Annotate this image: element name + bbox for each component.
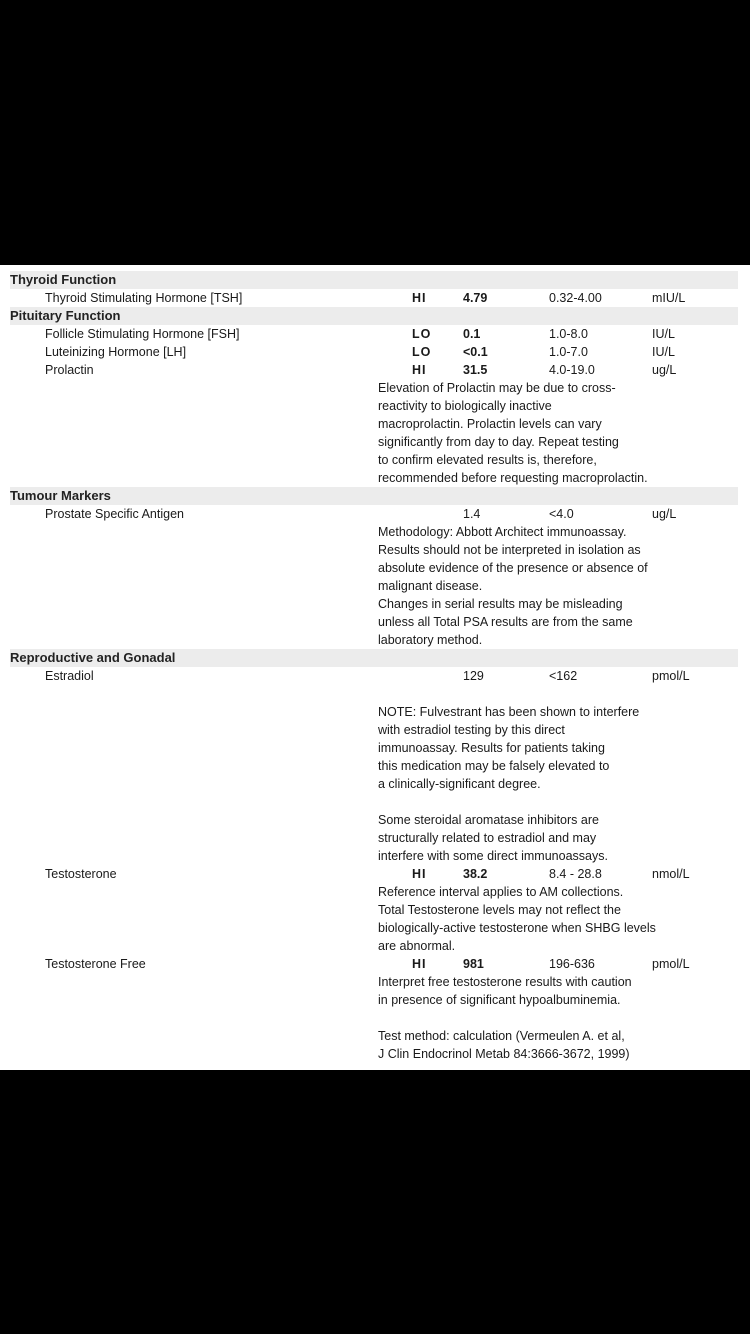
- note-free-testosterone-method: Test method: calculation (Vermeulen A. et al, J Clin Endocrinol Metab 84:3666-3672, 1999): [378, 1029, 630, 1061]
- unit: ug/L: [652, 363, 677, 377]
- test-value: 38.2: [463, 867, 488, 881]
- unit: ug/L: [652, 507, 677, 521]
- reference-range: 0.32-4.00: [549, 291, 602, 305]
- section-title: Reproductive and Gonadal: [10, 650, 176, 665]
- flag-high: HI: [412, 363, 427, 377]
- test-name: Prostate Specific Antigen: [45, 507, 184, 521]
- reference-range: 8.4 - 28.8: [549, 867, 602, 881]
- note-psa: Methodology: Abbott Architect immunoassay. Results should not be interpreted in isolation as absolute evidence of the presence or absence of malignant disease. Changes in serial results may be misleading unless all Total PSA results are from the same laboratory method.: [378, 525, 648, 647]
- flag-high: HI: [412, 867, 427, 881]
- section-pituitary-function: [10, 307, 738, 325]
- test-value: 129: [463, 669, 484, 683]
- flag-low: LO: [412, 345, 432, 359]
- note-prolactin: Elevation of Prolactin may be due to cross- reactivity to biologically inactive macroprolactin. Prolactin levels can vary significantly from day to day. Repeat testing to confirm elevated results is, therefore, recommended before requesting macroprolactin.: [378, 381, 648, 485]
- note-testosterone: Reference interval applies to AM collections. Total Testosterone levels may not reflect the biologically-active testosterone when SHBG levels are abnormal.: [378, 885, 656, 953]
- note-estradiol-aromatase: Some steroidal aromatase inhibitors are structurally related to estradiol and may interfere with some direct immunoassays.: [378, 813, 608, 863]
- reference-range: 196-636: [549, 957, 595, 971]
- reference-range: 1.0-8.0: [549, 327, 588, 341]
- note-free-testosterone-caution: Interpret free testosterone results with caution in presence of significant hypoalbuminemia.: [378, 975, 632, 1007]
- test-name: Estradiol: [45, 669, 94, 683]
- flag-high: HI: [412, 291, 427, 305]
- test-value: 4.79: [463, 291, 488, 305]
- flag-high: HI: [412, 957, 427, 971]
- result-row-tsh: [0, 289, 750, 307]
- test-value: <0.1: [463, 345, 488, 359]
- test-name: Testosterone: [45, 867, 117, 881]
- note-estradiol-fulvestrant: NOTE: Fulvestrant has been shown to interfere with estradiol testing by this direct immunoassay. Results for patients taking this medication may be falsely elevated to a clinically-significant degree.: [378, 705, 640, 791]
- test-name: Follicle Stimulating Hormone [FSH]: [45, 327, 240, 341]
- result-row-testosterone: [0, 865, 750, 883]
- unit: mIU/L: [652, 291, 686, 305]
- section-reproductive-gonadal: [10, 649, 738, 667]
- section-title: Tumour Markers: [10, 488, 111, 503]
- result-row-fsh: [0, 325, 750, 343]
- test-value: 0.1: [463, 327, 481, 341]
- reference-range: <162: [549, 669, 578, 683]
- test-value: 31.5: [463, 363, 488, 377]
- test-name: Thyroid Stimulating Hormone [TSH]: [45, 291, 243, 305]
- test-name: Prolactin: [45, 363, 94, 377]
- reference-range: 4.0-19.0: [549, 363, 595, 377]
- section-title: Thyroid Function: [10, 272, 117, 287]
- test-value: 1.4: [463, 507, 481, 521]
- unit: pmol/L: [652, 957, 690, 971]
- flag-low: LO: [412, 327, 432, 341]
- result-row-prolactin: [0, 361, 750, 379]
- lab-report: [0, 265, 750, 1070]
- result-row-free-testosterone: [0, 955, 750, 973]
- unit: pmol/L: [652, 669, 690, 683]
- unit: nmol/L: [652, 867, 690, 881]
- section-thyroid-function: [10, 271, 738, 289]
- test-name: Luteinizing Hormone [LH]: [45, 345, 187, 359]
- result-row-estradiol: [0, 667, 750, 685]
- test-name: Testosterone Free: [45, 957, 146, 971]
- unit: IU/L: [652, 327, 675, 341]
- reference-range: <4.0: [549, 507, 574, 521]
- section-tumour-markers: [10, 487, 738, 505]
- result-row-psa: [0, 505, 750, 523]
- section-title: Pituitary Function: [10, 308, 121, 323]
- unit: IU/L: [652, 345, 675, 359]
- reference-range: 1.0-7.0: [549, 345, 588, 359]
- test-value: 981: [463, 957, 484, 971]
- result-row-lh: [0, 343, 750, 361]
